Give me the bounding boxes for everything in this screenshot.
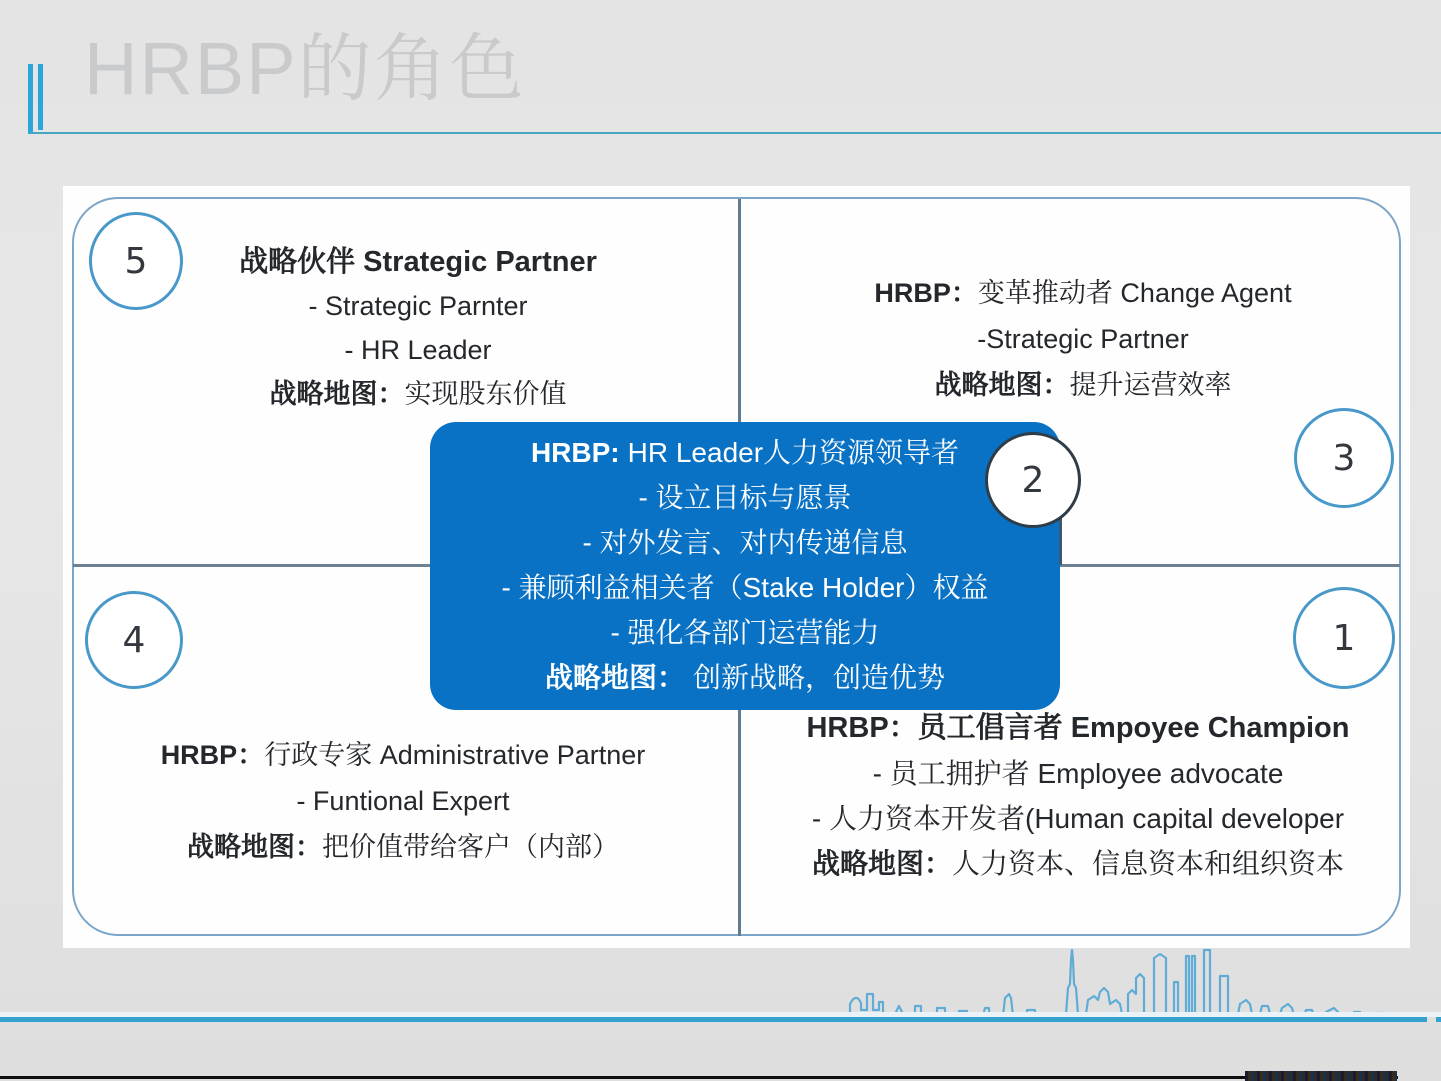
strategy-map-label: 战略地图：	[934, 370, 1070, 400]
strategy-map-value: 提升运营效率	[1069, 370, 1232, 400]
quadrant-line: - 员工拥护者 Employee advocate	[872, 758, 1284, 789]
strategy-map-label: 战略地图：	[187, 832, 322, 862]
strategy-map-label: 战略地图：	[269, 379, 405, 409]
strategy-map-label: 战略地图：	[811, 848, 952, 879]
strategy-map-line	[430, 655, 1060, 700]
quadrant-line: - Strategic Parnter	[308, 291, 528, 321]
quadrant-diagram	[63, 186, 1410, 948]
quadrant-title: 战略伙伴 Strategic Partner	[239, 246, 597, 278]
strategy-map-value: 创新战略，创造优势	[693, 662, 946, 693]
strategy-map-value: 人力资本、信息资本和组织资本	[952, 848, 1345, 879]
callout-line: - 兼顾利益相关者（Stake Holder）权益	[501, 572, 989, 603]
quadrant-top-left-text	[183, 240, 653, 416]
strategy-map-line	[183, 372, 653, 416]
hrbp-label: HRBP：	[806, 712, 918, 744]
bottom-watermark-strip	[1245, 1071, 1397, 1081]
hrbp-role: 行政专家 Administrative Partner	[264, 740, 646, 770]
title-accent-bar	[38, 64, 43, 130]
center-hr-leader-callout	[430, 422, 1060, 710]
quadrant-title	[778, 706, 1378, 751]
footer-blue-line-dash	[1436, 1017, 1441, 1022]
badge-number: 4	[122, 619, 146, 661]
strategy-map-value: 实现股东价值	[404, 379, 567, 409]
strategy-map-line	[803, 362, 1363, 408]
page-title: HRBP的角色	[84, 27, 526, 110]
badge-number: 1	[1332, 617, 1356, 659]
badge-number: 5	[124, 240, 148, 282]
quadrant-bottom-left-text	[123, 732, 683, 870]
strategy-map-line	[123, 824, 683, 870]
callout-title	[430, 430, 1060, 475]
quadrant-bottom-right-text	[778, 706, 1378, 886]
quadrant-number-badge-1	[1293, 587, 1395, 689]
hrbp-label: HRBP:	[530, 437, 620, 468]
bottom-black-line	[0, 1076, 1398, 1079]
callout-line: - 设立目标与愿景	[638, 482, 852, 513]
hrbp-label: HRBP：	[874, 278, 978, 308]
title-accent-bar	[28, 64, 33, 134]
quadrant-line: - HR Leader	[344, 335, 492, 365]
quadrant-title	[803, 270, 1363, 316]
quadrant-line: -Strategic Partner	[977, 324, 1189, 354]
quadrant-line: - Funtional Expert	[296, 786, 510, 816]
footer-blue-line	[0, 1017, 1427, 1022]
city-skyline-graphic	[848, 948, 1432, 1022]
hrbp-role: 员工倡言者 Empoyee Champion	[917, 712, 1350, 744]
title-accent-mark	[28, 64, 46, 134]
quadrant-number-badge-5	[89, 212, 183, 310]
quadrant-number-badge-3	[1294, 408, 1394, 508]
strategy-map-line	[778, 841, 1378, 886]
callout-line: - 对外发言、对内传递信息	[582, 527, 908, 558]
strategy-map-label: 战略地图：	[544, 662, 685, 693]
strategy-map-value: 把价值带给客户（内部）	[322, 832, 619, 862]
quadrant-title	[123, 732, 683, 778]
quadrant-number-badge-4	[85, 591, 183, 689]
callout-line: - 强化各部门运营能力	[610, 617, 880, 648]
quadrant-number-badge-2	[985, 432, 1081, 528]
hrbp-role: HR Leader人力资源领导者	[627, 437, 960, 468]
hrbp-role: 变革推动者 Change Agent	[977, 278, 1292, 308]
title-underline	[30, 132, 1441, 134]
hrbp-label: HRBP：	[160, 740, 265, 770]
badge-number: 2	[1021, 459, 1045, 501]
badge-number: 3	[1332, 437, 1356, 479]
quadrant-top-right-text	[803, 270, 1363, 408]
quadrant-line: - 人力资本开发者(Human capital developer	[811, 803, 1345, 834]
